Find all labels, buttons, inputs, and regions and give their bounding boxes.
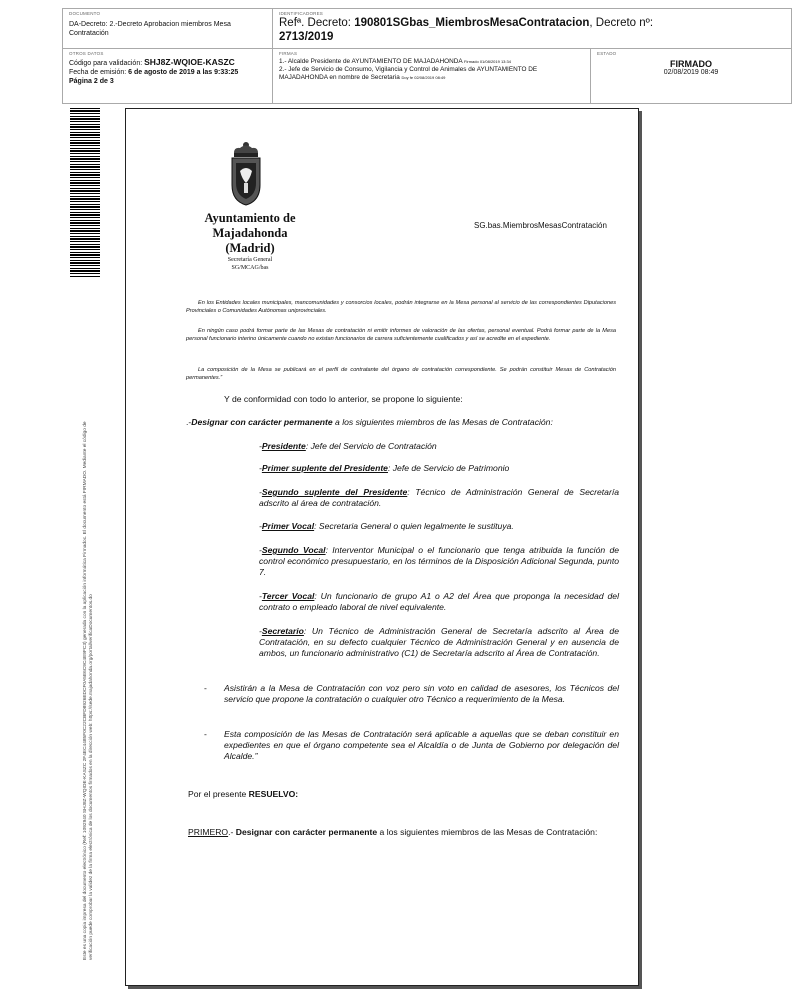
page-info: Página 2 de 3: [69, 78, 114, 85]
organization-block: [190, 211, 310, 272]
decree-number: 2713/2019: [279, 31, 334, 43]
side-text-line-2: verificación puede comprobar la validez de la firma electrónica de los documentos firmados en la dirección web: https://sede.majadahonda.org/portal/verificaDocumentos.do: [89, 594, 94, 960]
otros-datos-cell: [63, 49, 273, 103]
coat-of-arms-icon: [226, 139, 266, 207]
firma-2: 2.- Jefe de Servicio de Consumo, Vigilancia y Control de Animales de AYUNTAMIENTO DE MAJADAHONDA en nombre de Secretaria: [279, 66, 538, 81]
member-role: Presidente: [261, 441, 306, 451]
member-desc: : Un Técnico de Administración General de Secretaría adscrito al Área de Contratación, en su defecto cualquier Técnico de Administración General y en ausencia de ambos, un funcionario administrativo (C1) de Secretaría adscrito al Área de Contratación.: [259, 626, 619, 658]
identificadores-cell: [273, 9, 791, 49]
member-role: Primer suplente del Presidente: [261, 463, 388, 473]
member-primer-suplente: -Primer suplente del Presidente: Jefe de Servicio de Patrimonio: [259, 463, 510, 473]
quote-paragraph-2: En ningún caso podrá formar parte de las Mesas de contratación ni emitir informes de valoración de las ofertas, personal eventual. Podrá formar parte de la Mesa personal funcionario interino únicamente cuando no existan funcionarios de carrera suficientemente cualificados y así se acredite en el expediente.: [186, 328, 616, 342]
quote-paragraph-3: La composición de la Mesa se publicará en el perfil de contratante del órgano de contratación correspondiente. Se podrán constituir Mesas de Contratación permanentes.”: [186, 367, 616, 381]
designar-bold: Designar con carácter permanente: [191, 417, 333, 427]
estado-date: 02/08/2019 08:49: [663, 69, 719, 76]
barcode: [70, 108, 100, 278]
member-desc: : Jefe de Servicio de Patrimonio: [387, 463, 510, 473]
organization-name: Ayuntamiento de Majadahonda (Madrid): [204, 211, 296, 255]
identificadores-label: IDENTIFICADORES: [279, 11, 324, 16]
designar-prefix: .-: [186, 417, 192, 427]
member-desc: : Secretaria General o quien legalmente le sustituya.: [314, 521, 514, 531]
member-role: Segundo Vocal: [261, 545, 326, 555]
conformidad-paragraph: Y de conformidad con todo lo anterior, se propone lo siguiente:: [224, 394, 463, 404]
verification-side-text: [83, 260, 95, 960]
department-code: SG/MCAG/bas: [231, 265, 269, 271]
document-reference: SG.bas.MiembrosMesasContratación: [474, 221, 607, 230]
validation-code: SHJ8Z-WQIOE-KASZC: [144, 57, 235, 67]
estado-cell: [591, 49, 791, 103]
primero-rest: a los siguientes miembros de las Mesas de Contratación:: [377, 827, 598, 837]
member-tercer-vocal: -Tercer Vocal: Un funcionario de grupo A1 o A2 del Área que proponga la necesidad del contrato o empleado laboral de nivel equivalente.: [259, 591, 619, 612]
emission-date: 6 de agosto de 2019 a las 9:33:25: [128, 69, 239, 76]
estado-label: ESTADO: [597, 51, 617, 56]
member-primer-vocal: -Primer Vocal: Secretaria General o quien legalmente le sustituya.: [259, 521, 514, 531]
designar-paragraph: [186, 417, 626, 428]
department: Secretaría General: [227, 257, 273, 263]
member-desc: : Técnico de Administración General de Secretaría adscrito al área de contratación.: [259, 487, 619, 508]
ref-suffix: , Decreto nº:: [589, 17, 654, 29]
dash-paragraph-2: Esta composición de las Mesas de Contratación será aplicable a aquellas que se deban constituir en expedientes en que el órgano competente sea el Alcaldía o de Junta de Gobierno por delegación del Alcalde.”: [224, 729, 619, 761]
member-role: Tercer Vocal: [261, 591, 315, 601]
resuelvo-paragraph: [188, 789, 298, 800]
emission-prefix: Fecha de emisión:: [69, 69, 129, 76]
member-presidente: -Presidente: Jefe del Servicio de Contratación: [259, 441, 437, 451]
documento-cell: [63, 9, 273, 49]
member-secretario: -Secretario: Un Técnico de Administración General de Secretaría adscrito al Área de Contratación, en su defecto cualquier Técnico de Administración General y en ausencia de ambos, un funcionario administrativo (C1) de Secretaría adscrito al Área de Contratación.: [259, 626, 619, 658]
resuelvo-prefix: Por el presente: [188, 789, 249, 799]
primero-sep: .-: [228, 827, 236, 837]
ref-code: 190801SGbas_MiembrosMesaContratacion: [354, 17, 590, 29]
documento-label: DOCUMENTO: [69, 11, 101, 16]
firma-1-date: Firmado 01/08/2019 13:34: [464, 59, 511, 64]
member-role: Segundo suplente del Presidente: [261, 487, 408, 497]
member-desc: : Jefe del Servicio de Contratación: [305, 441, 437, 451]
firmas-label: FIRMAS: [279, 51, 298, 56]
primero-label: PRIMERO: [188, 827, 229, 837]
document-header: [62, 8, 792, 104]
member-segundo-vocal: -Segundo Vocal: Interventor Municipal o el funcionario que tenga atribuida la función de control económico presupuestario, en los términos de la Disposición Adicional Segunda, punto 7.: [259, 545, 619, 577]
dash-paragraph-1: Asistirán a la Mesa de Contratación con voz pero sin voto en calidad de asesores, los Técnicos del servicio que propone la contratación o cualquier otro Técnico a requerimiento de la Mesa.: [224, 683, 619, 704]
estado-value: FIRMADO: [670, 59, 712, 69]
dash-bullet-1: -: [204, 683, 207, 693]
member-desc: : Interventor Municipal o el funcionario que tenga atribuida la función de control económico presupuestario, en los términos de la Disposición Adicional Segunda, punto 7.: [259, 545, 619, 577]
designar-rest: a los siguientes miembros de las Mesas de Contratación:: [332, 417, 553, 427]
resuelvo-label: RESUELVO:: [248, 789, 299, 799]
primero-paragraph: [188, 827, 620, 838]
member-role: Primer Vocal: [261, 521, 315, 531]
documento-value: DA-Decreto: 2.-Decreto Aprobacion miembros Mesa Contratación: [69, 21, 231, 37]
firma-2-date: Doy fe 02/08/2019 08:49: [401, 75, 446, 80]
quote-paragraph-1: En los Entidades locales municipales, mancomunidades y consorcios locales, podrán integrarse en la Mesa personal al servicio de las correspondientes Diputaciones Provinciales o Comunidades Autónomas uniprovinciales.: [186, 300, 616, 314]
primero-bold: Designar con carácter permanente: [235, 827, 378, 837]
document-page: [125, 108, 639, 986]
validation-prefix: Código para validación:: [69, 60, 145, 67]
firma-1: 1.- Alcalde Presidente de AYUNTAMIENTO DE MAJADAHONDA: [279, 58, 463, 65]
otros-label: OTROS DATOS: [69, 51, 104, 56]
member-desc: : Un funcionario de grupo A1 o A2 del Área que proponga la necesidad del contrato o empleado laboral de nivel equivalente.: [259, 591, 619, 612]
firmas-cell: [273, 49, 591, 103]
member-segundo-suplente: -Segundo suplente del Presidente: Técnico de Administración General de Secretaría adscrito al área de contratación.: [259, 487, 619, 508]
dash-bullet-2: -: [204, 729, 207, 739]
member-role: Secretario: [261, 626, 304, 636]
side-text-line-1: Este es una copia impresa del documento electrónico (Ref: 1092940 SHJ8Z-WQIOE-KASZC 2F4EC4485F0C22CBFD8926EDCF0A5E6C9C4E9FC3) generada con la aplicación informática Firmadoc. El documento está FIRMADO. Mediante el código de: [83, 421, 88, 960]
ref-prefix: Refª. Decreto:: [279, 17, 355, 29]
